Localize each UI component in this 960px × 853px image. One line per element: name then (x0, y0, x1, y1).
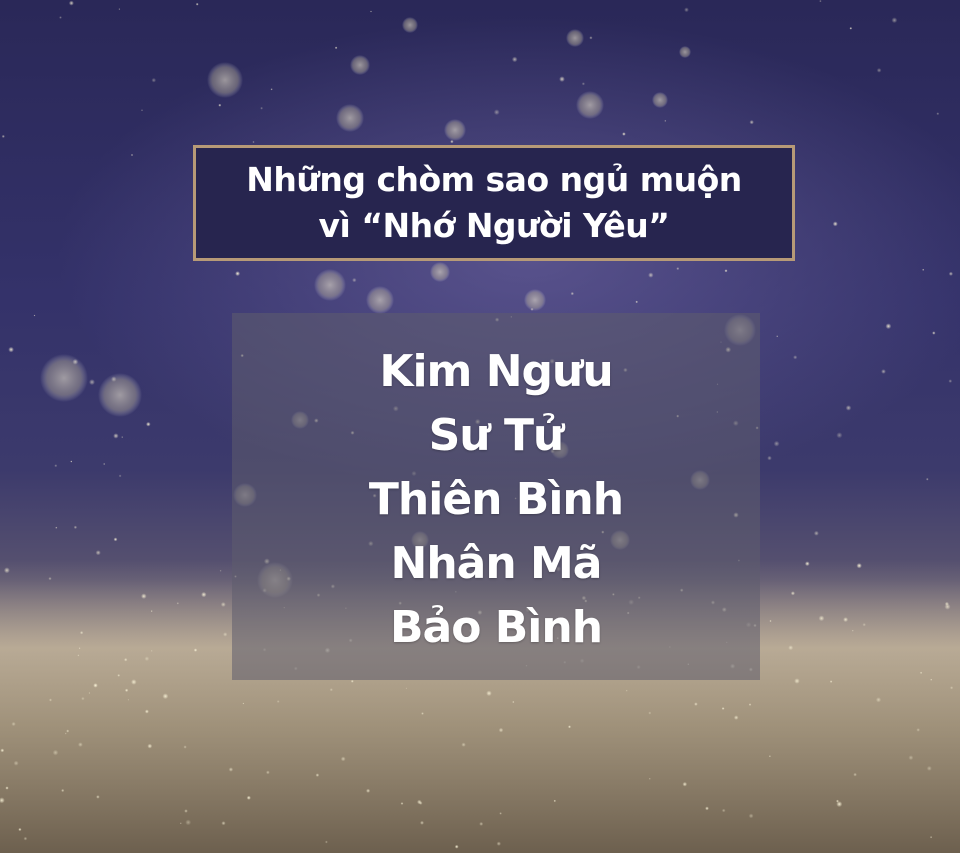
bokeh-circle (444, 119, 466, 141)
glitter-dot (774, 441, 780, 447)
glitter-dot (8, 347, 14, 353)
glitter-dot (2, 135, 5, 138)
glitter-dot (512, 57, 518, 63)
glitter-dot (81, 697, 84, 700)
glitter-dot (141, 593, 147, 599)
glitter-dot (223, 632, 227, 636)
glitter-dot (53, 750, 59, 756)
glitter-dot (863, 623, 866, 626)
glitter-dot (836, 800, 839, 803)
glitter-dot (568, 725, 571, 728)
glitter-dot (950, 686, 953, 689)
glitter-dot (794, 678, 800, 684)
glitter-dot (559, 76, 565, 82)
glitter-dot (221, 821, 225, 825)
bokeh-circle (350, 55, 370, 75)
bokeh-circle (524, 289, 546, 311)
glitter-dot (220, 570, 222, 572)
glitter-dot (776, 335, 778, 337)
glitter-dot (151, 650, 153, 652)
glitter-dot (0, 749, 4, 753)
glitter-dot (128, 699, 130, 701)
glitter-dot (89, 692, 91, 694)
glitter-dot (152, 78, 157, 83)
glitter-dot (932, 331, 935, 334)
glitter-dot (853, 773, 857, 777)
glitter-dot (243, 703, 245, 705)
glitter-dot (664, 120, 666, 122)
glitter-dot (201, 592, 206, 597)
glitter-dot (55, 527, 57, 529)
glitter-dot (922, 269, 924, 271)
glitter-dot (788, 645, 793, 650)
glitter-dot (163, 693, 169, 699)
glitter-dot (69, 1, 74, 6)
glitter-dot (146, 422, 151, 427)
glitter-dot (626, 690, 628, 692)
glitter-dot (949, 272, 953, 276)
glitter-dot (676, 267, 679, 270)
glitter-dot (80, 631, 83, 634)
glitter-dot (131, 679, 137, 685)
glitter-dot (648, 272, 653, 277)
bokeh-circle (207, 62, 243, 98)
glitter-dot (852, 630, 854, 632)
zodiac-sign-taurus: Kim Ngưu (379, 345, 613, 397)
glitter-dot (819, 615, 825, 621)
glitter-dot (819, 0, 821, 2)
glitter-dot (421, 712, 424, 715)
glitter-dot (684, 7, 689, 12)
glitter-dot (65, 733, 67, 735)
glitter-dot (512, 701, 514, 703)
zodiac-list (232, 313, 760, 680)
title-line-1: Những chòm sao ngủ muộn (246, 160, 742, 199)
bokeh-circle (336, 104, 364, 132)
glitter-dot (341, 757, 346, 762)
bokeh-circle (314, 269, 346, 301)
glitter-dot (769, 755, 771, 757)
glitter-dot (54, 464, 57, 467)
glitter-dot (793, 355, 797, 359)
glitter-dot (49, 699, 52, 702)
glitter-dot (455, 845, 459, 849)
glitter-dot (499, 812, 502, 815)
glitter-dot (892, 17, 898, 23)
glitter-dot (530, 308, 533, 311)
glitter-dot (351, 680, 354, 683)
bokeh-circle (679, 46, 691, 58)
glitter-dot (66, 730, 69, 733)
glitter-dot (24, 837, 28, 841)
bokeh-circle (566, 29, 584, 47)
glitter-dot (850, 27, 853, 30)
glitter-dot (805, 561, 810, 566)
glitter-dot (177, 602, 179, 604)
glitter-dot (330, 688, 333, 691)
glitter-dot (252, 141, 254, 143)
glitter-dot (486, 691, 492, 697)
zodiac-sign-leo: Sư Tử (428, 409, 564, 461)
glitter-dot (145, 656, 150, 661)
glitter-dot (401, 802, 404, 805)
glitter-dot (649, 778, 651, 780)
glitter-dot (316, 773, 320, 777)
glitter-dot (420, 821, 424, 825)
glitter-dot (266, 771, 270, 775)
glitter-dot (886, 323, 892, 329)
glitter-dot (185, 820, 191, 826)
glitter-dot (366, 789, 370, 793)
glitter-dot (74, 526, 77, 529)
glitter-dot (930, 836, 932, 838)
glitter-dot (949, 379, 953, 383)
glitter-dot (791, 591, 795, 595)
glitter-dot (103, 463, 105, 465)
glitter-dot (61, 789, 64, 792)
glitter-dot (111, 376, 117, 382)
glitter-dot (920, 672, 922, 674)
glitter-dot (857, 563, 862, 568)
glitter-dot (417, 800, 422, 805)
bokeh-circle (652, 92, 668, 108)
glitter-dot (72, 359, 78, 365)
glitter-dot (77, 654, 79, 656)
glitter-dot (927, 766, 932, 771)
glitter-dot (34, 315, 36, 317)
glitter-dot (814, 531, 819, 536)
glitter-dot (114, 538, 118, 542)
glitter-dot (184, 809, 188, 813)
zodiac-sign-sagittarius: Nhân Mã (390, 537, 602, 589)
glitter-dot (325, 841, 328, 844)
glitter-dot (335, 47, 338, 50)
glitter-dot (936, 112, 939, 115)
glitter-dot (121, 436, 123, 438)
glitter-dot (18, 828, 21, 831)
glitter-dot (926, 478, 929, 481)
glitter-dot (96, 550, 101, 555)
glitter-dot (930, 679, 932, 681)
glitter-dot (124, 658, 127, 661)
glitter-dot (218, 104, 221, 107)
glitter-dot (352, 278, 356, 282)
glitter-dot (843, 617, 848, 622)
glitter-dot (235, 271, 240, 276)
glitter-dot (147, 744, 152, 749)
glitter-dot (184, 745, 187, 748)
glitter-dot (59, 16, 62, 19)
glitter-dot (119, 8, 121, 10)
bokeh-circle (402, 17, 418, 33)
glitter-dot (622, 132, 626, 136)
bokeh-circle (366, 286, 394, 314)
glitter-dot (767, 456, 772, 461)
glitter-dot (750, 120, 754, 124)
glitter-dot (833, 221, 838, 226)
glitter-dot (461, 743, 465, 747)
glitter-dot (14, 761, 19, 766)
zodiac-sign-aquarius: Bảo Bình (389, 601, 603, 653)
glitter-dot (876, 697, 881, 702)
glitter-dot (277, 700, 280, 703)
title-line-2: vì “Nhớ Người Yêu” (318, 206, 670, 245)
glitter-dot (89, 379, 95, 385)
glitter-dot (945, 602, 949, 606)
glitter-dot (705, 807, 709, 811)
glitter-dot (78, 742, 83, 747)
glitter-dot (635, 301, 638, 304)
glitter-dot (145, 710, 149, 714)
glitter-dot (499, 728, 504, 733)
glitter-dot (48, 577, 51, 580)
glitter-dot (151, 610, 153, 612)
bokeh-circle (576, 91, 604, 119)
glitter-dot (450, 140, 453, 143)
glitter-dot (131, 154, 133, 156)
glitter-dot (683, 782, 688, 787)
glitter-dot (916, 728, 920, 732)
bokeh-circle (40, 354, 88, 402)
glitter-dot (4, 567, 10, 573)
glitter-dot (725, 269, 728, 272)
glitter-dot (125, 689, 128, 692)
glitter-dot (221, 602, 226, 607)
glitter-dot (260, 107, 263, 110)
glitter-dot (497, 842, 501, 846)
glitter-dot (909, 755, 914, 760)
glitter-dot (881, 369, 886, 374)
glitter-dot (554, 800, 556, 802)
glitter-dot (247, 796, 251, 800)
glitter-dot (846, 405, 852, 411)
glitter-dot (694, 702, 698, 706)
glitter-dot (648, 712, 651, 715)
glitter-dot (582, 82, 585, 85)
glitter-dot (734, 715, 739, 720)
glitter-dot (70, 461, 72, 463)
glitter-dot (722, 809, 726, 813)
glitter-dot (96, 795, 100, 799)
glitter-dot (571, 292, 574, 295)
bokeh-circle (430, 262, 450, 282)
zodiac-sign-libra: Thiên Bình (368, 473, 624, 525)
glitter-dot (79, 647, 81, 649)
glitter-dot (113, 433, 118, 438)
glitter-dot (830, 680, 833, 683)
glitter-dot (589, 36, 592, 39)
glitter-dot (494, 109, 500, 115)
glitter-dot (836, 432, 842, 438)
glitter-dot (229, 767, 233, 771)
glitter-dot (141, 109, 143, 111)
glitter-dot (5, 786, 8, 789)
glitter-dot (749, 814, 754, 819)
glitter-dot (194, 648, 197, 651)
glitter-dot (769, 620, 771, 622)
glitter-dot (117, 674, 120, 677)
glitter-dot (12, 722, 16, 726)
glitter-dot (119, 475, 122, 478)
glitter-dot (749, 703, 752, 706)
glitter-dot (196, 3, 199, 6)
glitter-dot (93, 683, 98, 688)
glitter-dot (722, 707, 725, 710)
glitter-dot (180, 822, 182, 824)
bokeh-circle (98, 373, 142, 417)
glitter-dot (877, 68, 882, 73)
glitter-dot (271, 88, 273, 90)
glitter-dot (479, 822, 483, 826)
title-banner (193, 145, 795, 261)
glitter-dot (406, 688, 408, 690)
glitter-dot (370, 11, 372, 13)
